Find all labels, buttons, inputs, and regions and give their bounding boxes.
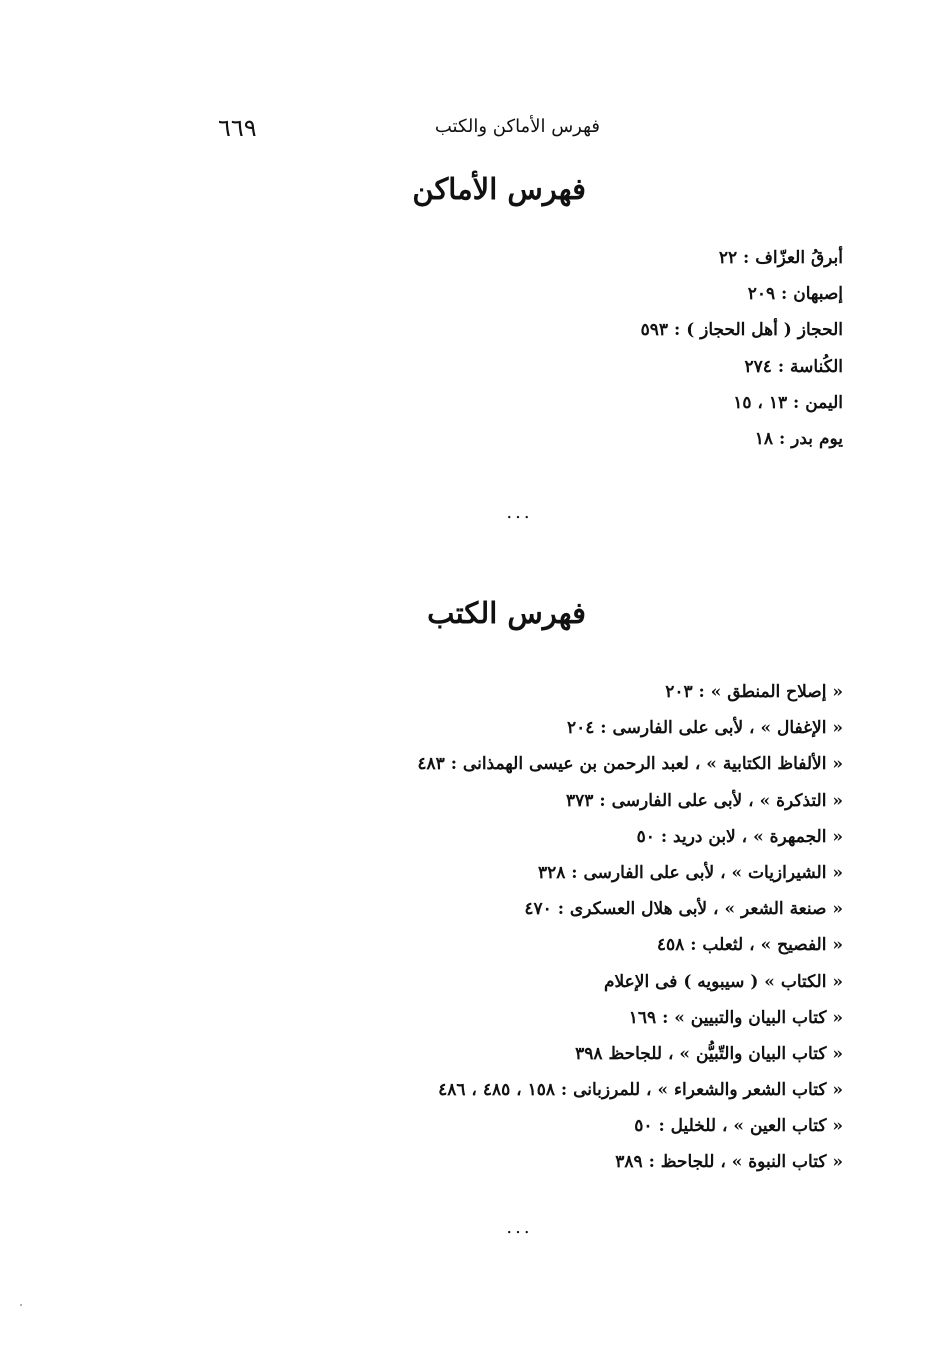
- places-list: [323, 240, 843, 457]
- list-item: « الفصيح » ، لثعلب : ٤٥٨: [656, 935, 843, 956]
- list-item: « الألفاظ الكتابية » ، لعبد الرحمن بن عيسى الهمذانى : ٤٨٣: [417, 754, 843, 775]
- list-item: الحجاز ( أهل الحجاز ) : ٥٩٣: [640, 320, 843, 341]
- list-item: « الجمهرة » ، لابن دريد : ٥٠: [636, 826, 843, 847]
- section-separator: ...: [506, 502, 533, 523]
- list-item: « كتاب الشعر والشعراء » ، للمرزبانى : ١٥٨ ، ٤٨٥ ، ٤٨٦: [438, 1080, 843, 1101]
- list-item: « الشيرازيات » ، لأبى على الفارسى : ٣٢٨: [537, 862, 843, 883]
- margin-mark: [20, 1304, 22, 1306]
- list-item: إصبهان : ٢٠٩: [747, 284, 843, 305]
- list-item: الكُناسة : ٢٧٤: [744, 356, 843, 377]
- page-number: ٦٦٩: [218, 114, 257, 142]
- running-header: فهرس الأماكن والكتب: [434, 116, 600, 137]
- list-item: أبرقُ العزّاف : ٢٢: [718, 248, 843, 268]
- list-item: يوم بدر : ١٨: [754, 428, 843, 449]
- list-item: اليمن : ١٣ ، ١٥: [733, 392, 843, 413]
- places-section-title: فهرس الأماكن: [412, 172, 586, 206]
- list-item: « كتاب البيان والتبيين » : ١٦٩: [628, 1007, 843, 1028]
- list-item: « الإغفال » ، لأبى على الفارسى : ٢٠٤: [566, 718, 843, 739]
- list-item: « كتاب العين » ، للخليل : ٥٠: [634, 1116, 843, 1137]
- list-item: « الكتاب » ( سيبويه ) فى الإعلام: [603, 971, 843, 992]
- list-item: « إصلاح المنطق » : ٢٠٣: [665, 682, 843, 702]
- section-separator: ...: [506, 1217, 533, 1238]
- list-item: « كتاب النبوة » ، للجاحظ : ٣٨٩: [615, 1152, 843, 1173]
- list-item: « التذكرة » ، لأبى على الفارسى : ٣٧٣: [566, 790, 843, 811]
- books-section-title: فهرس الكتب: [427, 596, 586, 630]
- list-item: « صنعة الشعر » ، لأبى هلال العسكرى : ٤٧٠: [524, 899, 843, 920]
- books-list: [323, 674, 843, 1181]
- list-item: « كتاب البيان والتّبيُّن » ، للجاحظ ٣٩٨: [575, 1043, 843, 1064]
